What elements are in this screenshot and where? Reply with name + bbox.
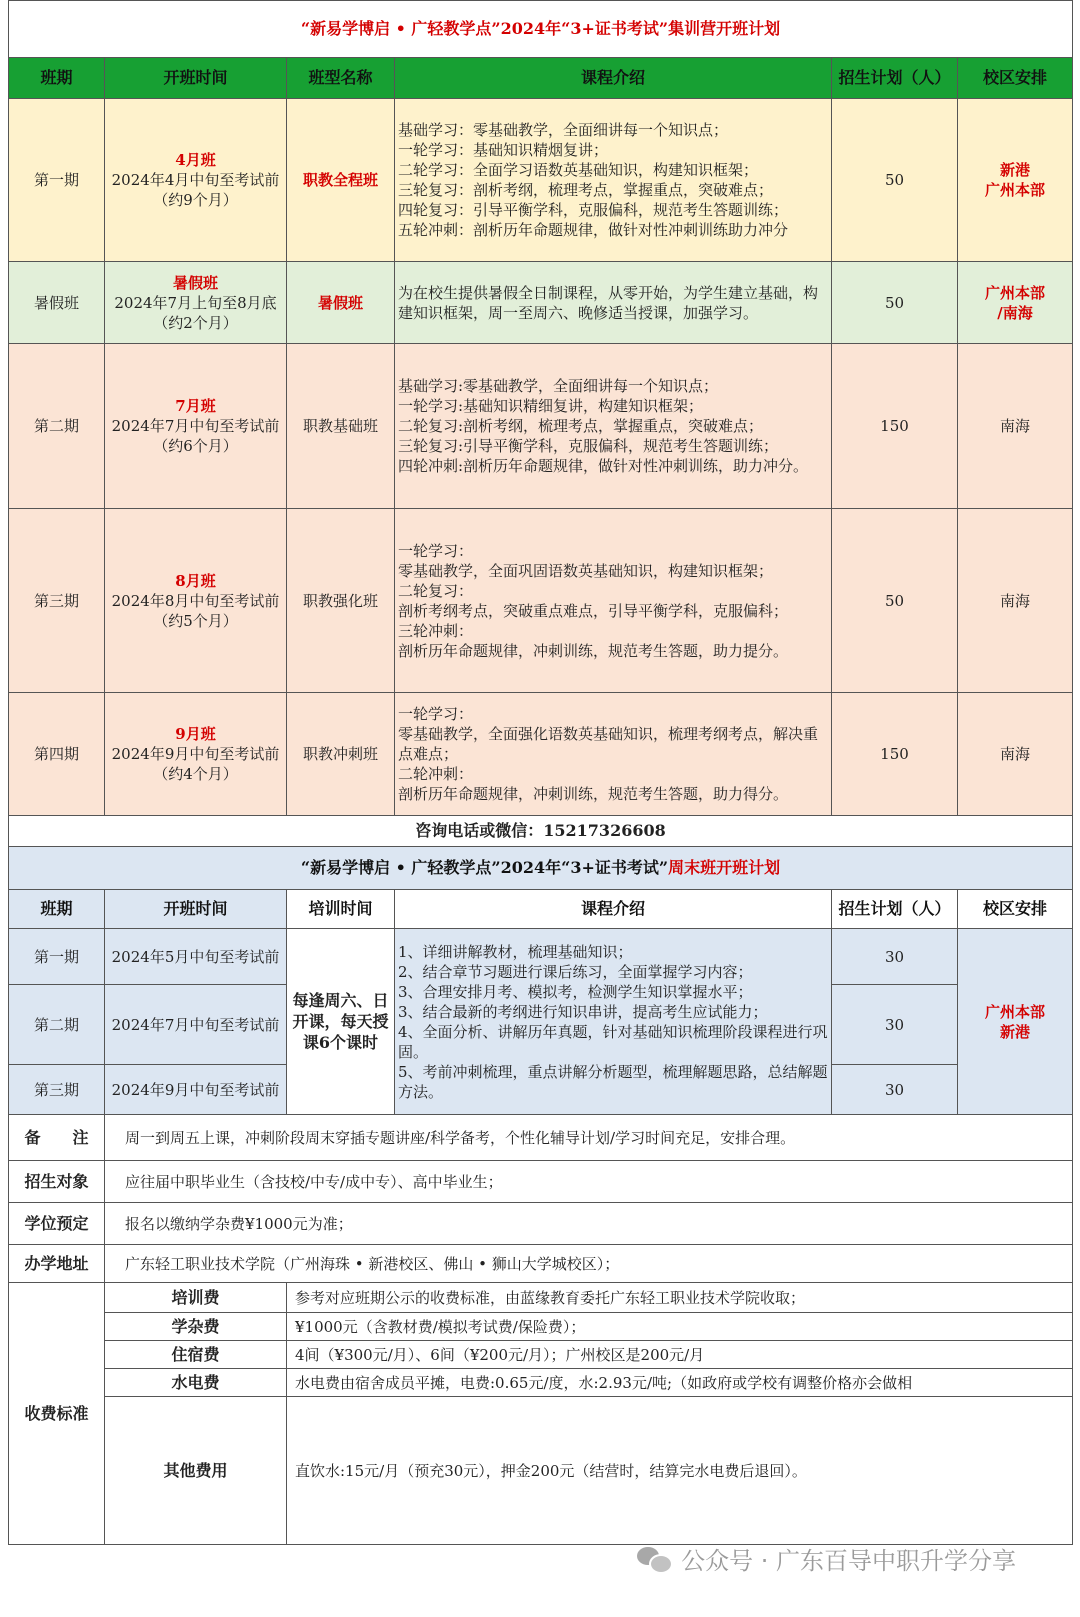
fee-row	[9, 1397, 1073, 1545]
fee-row	[9, 1313, 1073, 1341]
time-cell	[105, 344, 287, 509]
course-line: 零基础教学，全面强化语数英基础知识，梳理考纲考点，解决重点难点；	[398, 725, 819, 763]
quota-cell: 150	[832, 693, 958, 816]
month-label: 暑假班	[172, 273, 218, 292]
contact-info: 咨询电话或微信：15217326608	[9, 816, 1073, 847]
duration: （约6个月）	[153, 437, 238, 455]
col-header: 班期	[9, 58, 105, 99]
class-name: 暑假班	[287, 262, 395, 344]
time-cell	[105, 99, 287, 262]
note-text: 周一到周五上课，冲刺阶段周末穿插专题讲座/科学备考，个性化辅导计划/学习时间充足，安排合理。	[105, 1115, 1073, 1161]
course-line: 五轮冲刺：剖析历年命题规律，做针对性冲刺训练助力冲分	[398, 221, 789, 239]
period-cell: 第四期	[9, 693, 105, 816]
main-table	[8, 0, 1073, 1545]
note-row	[9, 1161, 1073, 1203]
fee-name: 住宿费	[105, 1341, 287, 1369]
note-label: 招生对象	[9, 1161, 105, 1203]
campus-cell: 广州本部 新港	[958, 929, 1073, 1115]
course-line: 基础学习：零基础教学，全面细讲每一个知识点；	[398, 121, 729, 139]
campus-cell: 南海	[958, 693, 1073, 816]
title-suffix: 周末班开班计划	[668, 858, 781, 877]
course-cell	[395, 344, 832, 509]
course-cell	[395, 693, 832, 816]
note-text: 应往届中职毕业生（含技校/中专/成中专）、高中毕业生；	[105, 1161, 1073, 1203]
col-header: 班期	[9, 890, 105, 929]
weekend-title	[9, 847, 1073, 890]
col-header: 开班时间	[105, 890, 287, 929]
time-range: 2024年7月上旬至8月底	[114, 293, 277, 312]
contact-row	[9, 816, 1073, 847]
col-header: 招生计划（人）	[832, 890, 958, 929]
duration: （约9个月）	[153, 191, 238, 209]
period-cell: 第三期	[9, 1065, 105, 1115]
course-cell	[395, 929, 832, 1115]
campus-cell: 广州本部 /南海	[958, 262, 1073, 344]
course-line: 一轮学习：	[398, 541, 474, 560]
course-line: 一轮学习:基础知识精细复讲，构建知识框架；	[398, 397, 704, 415]
col-header: 培训时间	[287, 890, 395, 929]
time-cell: 2024年7月中旬至考试前	[105, 985, 287, 1065]
month-label: 4月班	[175, 151, 216, 169]
class-name: 职教强化班	[287, 509, 395, 693]
note-row	[9, 1245, 1073, 1283]
month-label: 8月班	[175, 571, 216, 590]
fee-name: 其他费用	[105, 1397, 287, 1545]
title-row-1	[9, 1, 1073, 58]
title-prefix: “新易学博启 • 广轻教学点”2024年“3+证书考试”	[300, 858, 669, 877]
period-cell: 暑假班	[9, 262, 105, 344]
class-name: 职教基础班	[287, 344, 395, 509]
course-line: 基础学习:零基础教学，全面细讲每一个知识点；	[398, 377, 719, 395]
fee-text: 水电费由宿舍成员平摊，电费:0.65元/度，水:2.93元/吨;（如政府或学校有调整价格亦会做相	[287, 1369, 1073, 1397]
course-line: 一轮学习：	[398, 705, 474, 723]
course-line: 四轮冲刺:剖析历年命题规律，做针对性冲刺训练，助力冲分。	[398, 457, 809, 475]
note-label: 备 注	[9, 1115, 105, 1161]
time-cell	[105, 262, 287, 344]
header-row-2	[9, 890, 1073, 929]
table-row	[9, 344, 1073, 509]
period-cell: 第一期	[9, 99, 105, 262]
course-line: 零基础教学，全面巩固语数英基础知识，构建知识框架；	[398, 561, 774, 580]
course-line: 3、合理安排月考、模拟考，检测学生知识掌握水平；	[398, 982, 753, 1001]
table-row	[9, 693, 1073, 816]
course-cell	[395, 99, 832, 262]
title-row-2	[9, 847, 1073, 890]
time-range: 2024年4月中旬至考试前	[111, 171, 280, 189]
class-name: 职教冲刺班	[287, 693, 395, 816]
course-line: 5、考前冲刺梳理，重点讲解分析题型，梳理解题思路，总结解题方法。	[398, 1062, 828, 1101]
note-label: 办学地址	[9, 1245, 105, 1283]
col-header: 课程介绍	[395, 890, 832, 929]
table-row	[9, 929, 1073, 985]
month-label: 7月班	[175, 397, 216, 415]
quota-cell: 50	[832, 99, 958, 262]
campus-cell: 南海	[958, 509, 1073, 693]
watermark	[637, 1541, 1016, 1576]
quota-cell: 30	[832, 1065, 958, 1115]
time-cell	[105, 693, 287, 816]
fee-text: 4间（¥300元/月）、6间（¥200元/月）；广州校区是200元/月	[287, 1341, 1073, 1369]
fee-text: ¥1000元（含教材费/模拟考试费/保险费）；	[287, 1313, 1073, 1341]
col-header: 班型名称	[287, 58, 395, 99]
fee-row	[9, 1341, 1073, 1369]
col-header: 招生计划（人）	[832, 58, 958, 99]
course-line: 4、全面分析、讲解历年真题，针对基础知识梳理阶段课程进行巩固。	[398, 1022, 828, 1061]
period-cell: 第二期	[9, 985, 105, 1065]
note-text: 报名以缴纳学杂费¥1000元为准；	[105, 1203, 1073, 1245]
time-range: 2024年9月中旬至考试前	[111, 745, 280, 763]
table-row	[9, 509, 1073, 693]
course-line: 剖析历年命题规律，冲刺训练，规范考生答题，助力得分。	[398, 785, 789, 803]
title-suffix: 集训营开班计划	[668, 19, 781, 38]
quota-cell: 30	[832, 929, 958, 985]
course-line: 二轮复习：	[398, 581, 474, 600]
table-row	[9, 262, 1073, 344]
page	[8, 0, 1072, 1575]
note-label: 学位预定	[9, 1203, 105, 1245]
course-line: 三轮冲刺：	[398, 621, 474, 640]
time-range: 2024年7月中旬至考试前	[111, 417, 280, 435]
duration: （约4个月）	[153, 765, 238, 783]
col-header: 课程介绍	[395, 58, 832, 99]
course-line: 三轮复习：剖析考纲，梳理考点，掌握重点，突破难点；	[398, 181, 774, 199]
time-range: 2024年8月中旬至考试前	[111, 591, 280, 610]
course-line: 剖析历年命题规律，冲刺训练，规范考生答题，助力提分。	[398, 641, 789, 660]
course-line: 二轮冲刺：	[398, 765, 474, 783]
fee-row	[9, 1283, 1073, 1313]
col-header: 校区安排	[958, 890, 1073, 929]
note-text: 广东轻工职业技术学院（广州海珠 • 新港校区、佛山 • 狮山大学城校区）；	[105, 1245, 1073, 1283]
quota-cell: 50	[832, 509, 958, 693]
fee-name: 学杂费	[105, 1313, 287, 1341]
campus-cell: 新港 广州本部	[958, 99, 1073, 262]
title-prefix: “新易学博启 • 广轻教学点”2024年“3+证书考试”	[300, 19, 669, 38]
course-cell: 为在校生提供暑假全日制课程，从零开始，为学生建立基础，构建知识框架，周一至周六、晚修适当授课，加强学习。	[395, 262, 832, 344]
wechat-icon	[637, 1545, 671, 1573]
page-title	[9, 1, 1073, 58]
col-header: 开班时间	[105, 58, 287, 99]
col-header: 校区安排	[958, 58, 1073, 99]
time-cell: 2024年5月中旬至考试前	[105, 929, 287, 985]
period-cell: 第二期	[9, 344, 105, 509]
header-row-1	[9, 58, 1073, 99]
course-line: 二轮学习：全面学习语数英基础知识，构建知识框架；	[398, 161, 759, 179]
quota-cell: 30	[832, 985, 958, 1065]
period-cell: 第三期	[9, 509, 105, 693]
course-line: 一轮学习：基础知识精烟复讲；	[398, 141, 609, 159]
fee-name: 培训费	[105, 1283, 287, 1313]
duration: （约5个月）	[153, 611, 238, 630]
month-label: 9月班	[175, 725, 216, 743]
fee-text: 参考对应班期公示的收费标准，由蓝缘教育委托广东轻工职业技术学院收取；	[287, 1283, 1073, 1313]
fee-row	[9, 1369, 1073, 1397]
quota-cell: 50	[832, 262, 958, 344]
course-line: 四轮复习：引导平衡学科，克服偏科，规范考生答题训练；	[398, 201, 789, 219]
schedule-cell: 每逢周六、日开课，每天授课6个课时	[287, 929, 395, 1115]
time-cell	[105, 509, 287, 693]
course-line: 3、结合最新的考纲进行知识串讲，提高考生应试能力；	[398, 1002, 768, 1021]
campus-cell: 南海	[958, 344, 1073, 509]
course-line: 剖析考纲考点，突破重点难点，引导平衡学科，克服偏科；	[398, 601, 789, 620]
note-row	[9, 1203, 1073, 1245]
quota-cell: 150	[832, 344, 958, 509]
fee-text: 直饮水:15元/月（预充30元），押金200元（结营时，结算完水电费后退回）。	[287, 1397, 1073, 1545]
course-line: 2、结合章节习题进行课后练习，全面掌握学习内容；	[398, 962, 753, 981]
time-cell: 2024年9月中旬至考试前	[105, 1065, 287, 1115]
watermark-text: 公众号 · 广东百导中职升学分享	[681, 1547, 1016, 1575]
note-row	[9, 1115, 1073, 1161]
course-line: 三轮复习:引导平衡学科，克服偏科，规范考生答题训练；	[398, 437, 779, 455]
period-cell: 第一期	[9, 929, 105, 985]
fee-name: 水电费	[105, 1369, 287, 1397]
course-cell	[395, 509, 832, 693]
fee-label: 收费标准	[9, 1283, 105, 1545]
class-name: 职教全程班	[287, 99, 395, 262]
table-row	[9, 99, 1073, 262]
course-line: 1、详细讲解教材，梳理基础知识；	[398, 942, 633, 961]
course-line: 二轮复习:剖析考纲，梳理考点，掌握重点，突破难点；	[398, 417, 764, 435]
duration: （约2个月）	[153, 313, 238, 332]
